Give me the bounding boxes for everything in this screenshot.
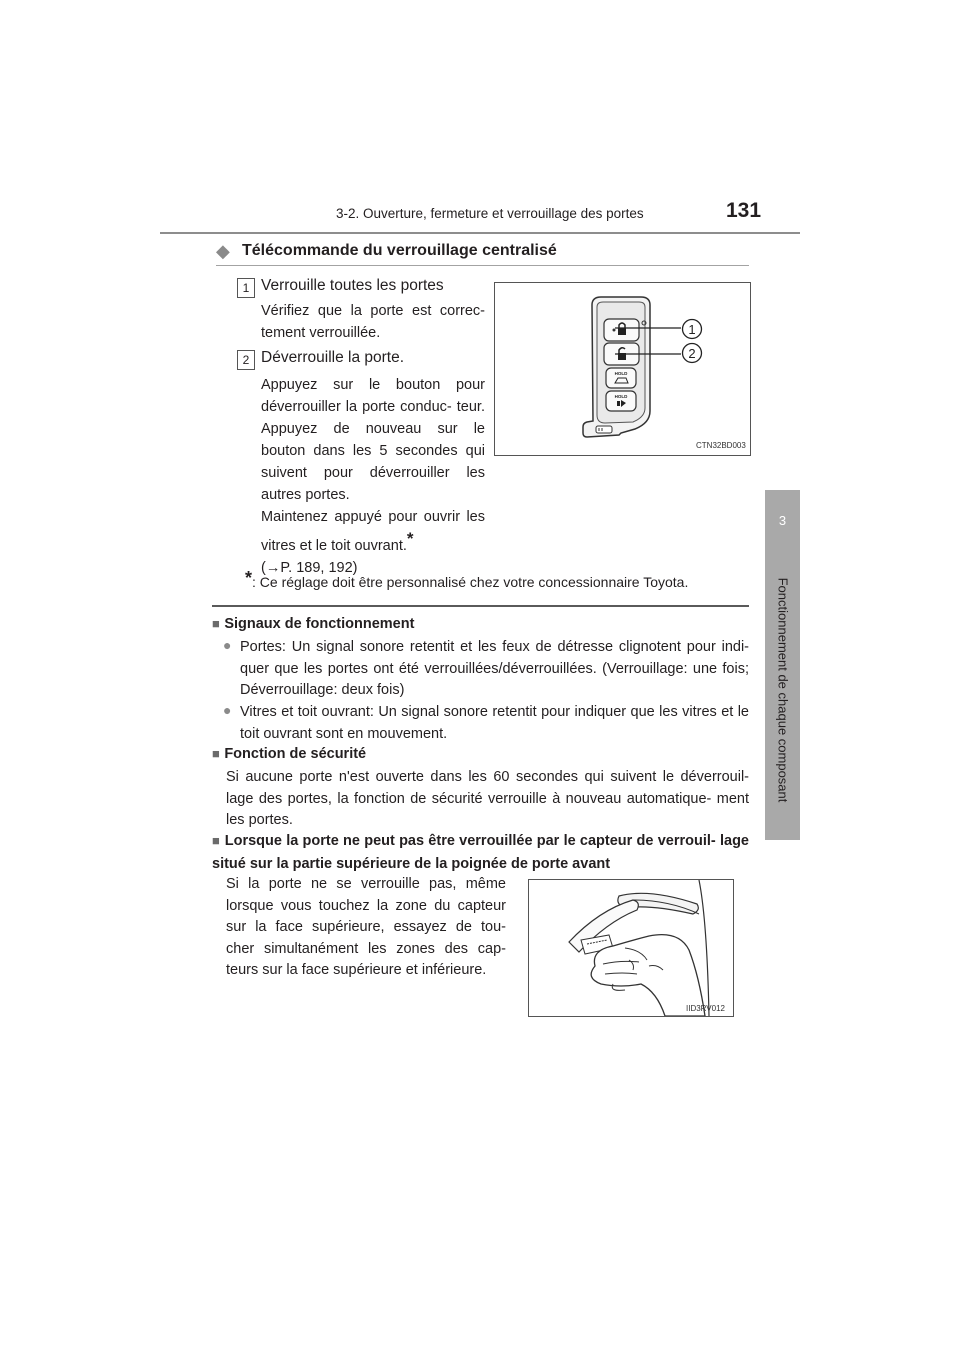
item-description [261,374,485,579]
subsection-heading [212,830,749,875]
item-number-badge: 2 [237,350,255,370]
subsection-heading [212,615,414,633]
page-reference: (→P. 189, 192) [261,559,358,576]
figure-code: IID3RV012 [686,1004,725,1013]
door-handle-illustration [528,879,734,1017]
paragraph: Si aucune porte n'est ouverte dans les 60 secondes qui suivent le déverrouil- lage des portes, la fonction de sécurité verrouille à nouveau automatique- ment les portes. [226,769,749,828]
bullet-text: Vitres et toit ouvrant: Un signal sonore retentit pour indiquer que les vitres et le toit ouvrant sont en mouvement. [240,704,749,742]
square-icon: ■ [212,616,220,631]
header-divider [160,232,800,234]
item-description-text: Maintenez appuyé pour ouvrir les vitres et le toit ouvrant. [261,509,485,554]
subsection-heading [212,745,366,763]
smart-key-icon [495,283,750,455]
callout-2: 2 [688,346,696,361]
page-number: 131 [726,199,762,222]
item-description-line: Appuyez sur le bouton pour déverrouiller la porte conduc- teur. Appuyez de nouveau sur le bouton dans les 5 secondes qui suivent pour déverrouiller les autres portes. [261,377,485,503]
figure-code: CTN32BD003 [696,441,746,450]
asterisk-marker: * [406,529,414,548]
footnote [245,568,688,590]
bullet-text: Portes: Un signal sonore retentit et les feux de détresse clignotent pour indi- quer que les portes ont été verrouillées/déverrouillées. (Verrouillage: une fois; Déverrouillage: deux fois) [240,639,749,698]
chapter-label: Fonctionnement de chaque composant [775,577,791,803]
item-description-line [261,506,485,557]
paragraph: Si la porte ne se verrouille pas, même lorsque vous touchez la zone du capteur sur la face supérieure, essayez de tou- cher simultanément les zones des cap- teurs sur la face supérieure et inférieure. [226,876,506,978]
item-title: Déverrouille la porte. [261,349,405,366]
diamond-icon: ◆ [216,241,230,261]
section-divider [212,605,749,607]
item-title: Verrouille toutes les portes [261,277,444,294]
subsection-title: Lorsque la porte ne peut pas être verrouillée par le capteur de verrouil- lage situé sur la partie supérieure de la poignée de porte avant [212,833,749,872]
hand-touching-handle-icon [529,880,733,1016]
section-heading: Télécommande du verrouillage centralisé [242,242,557,259]
running-header-section: 3-2. Ouverture, fermeture et verrouillage des portes [336,206,644,221]
bullet-icon: ● [223,637,232,653]
chapter-number: 3 [778,513,787,528]
asterisk-marker: * [245,568,253,588]
hold-label: HOLD [614,371,628,376]
item-description: Vérifiez que la porte est correc- tement verrouillée. [261,303,485,341]
smart-key-illustration [494,282,751,456]
subsection-title: Signaux de fonctionnement [224,616,415,632]
hold-label: HOLD [614,394,628,399]
callout-1: 1 [688,322,696,337]
footnote-text: : Ce réglage doit être personnalisé chez votre concessionnaire Toyota. [252,574,689,590]
heading-divider [216,265,749,266]
square-icon: ■ [212,833,221,848]
subsection-title: Fonction de sécurité [224,746,367,762]
square-icon: ■ [212,746,220,761]
item-number-badge: 1 [237,278,255,298]
bullet-icon: ● [223,702,232,718]
